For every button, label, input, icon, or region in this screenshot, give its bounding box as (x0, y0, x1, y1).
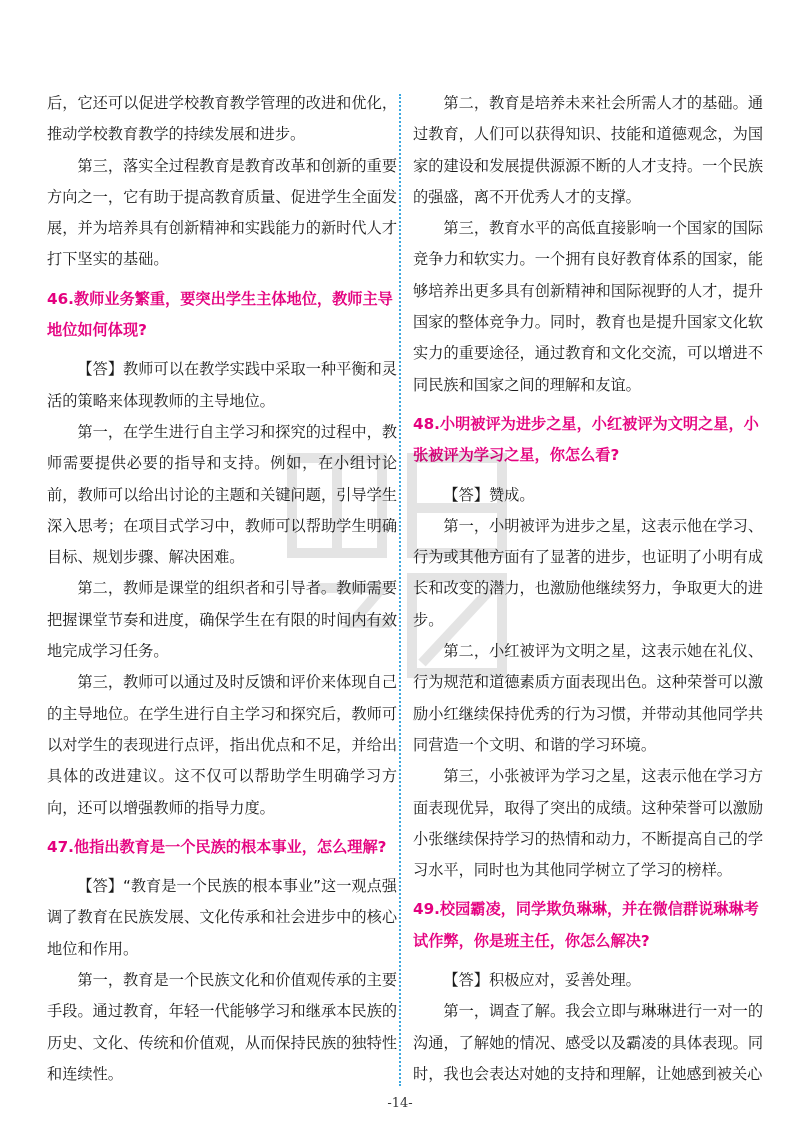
left-column (47, 88, 397, 1090)
paragraph: 第一，在学生进行自主学习和探究的过程中，教师需要提供必要的指导和支持。例如，在小组讨论前，教师可以给出讨论的主题和关键问题，引导学生深入思考；在项目式学习中，教师可以帮助学生明确目标、规划步骤、解决困难。 (47, 422, 397, 567)
paragraph: 第一，教育是一个民族文化和价值观传承的主要手段。通过教育，年轻一代能够学习和继承本民族的历史、文化、传统和价值观，从而保持民族的独特性和连续性。 (47, 971, 397, 1083)
question-heading-47: 47.他指出教育是一个民族的根本事业，怎么理解? (47, 837, 387, 856)
paragraph: 第三，落实全过程教育是教育改革和创新的重要方向之一，它有助于提高教育质量、促进学生全面发展，并为培养具有创新精神和实践能力的新时代人才打下坚实的基础。 (47, 156, 397, 269)
answer-summary: 【答】积极应对，妥善处理。 (443, 971, 641, 990)
paragraph: 后，它还可以促进学校教育教学管理的改进和优化，推动学校教育教学的持续发展和进步。 (47, 94, 397, 144)
paragraph: 第一，调查了解。我会立即与琳琳进行一对一的沟通，了解她的情况、感受以及霸凌的具体表现。同时，我也会表达对她的支持和理解，让她感到被关心 (413, 1002, 763, 1083)
paragraph: 第三，教师可以通过及时反馈和评价来体现自己的主导地位。在学生进行自主学习和探究后，教师可以对学生的表现进行点评，指出优点和不足，并给出具体的改进建议。这不仅可以帮助学生明确学习方向，还可以增强教师的指导力度。 (47, 673, 397, 817)
paragraph: 第二，小红被评为文明之星，这表示她在礼仪、行为规范和道德素质方面表现出色。这种荣誉可以激励小红继续保持优秀的行为习惯，并带动其他同学共同营造一个文明、和谐的学习环境。 (413, 642, 763, 754)
answer-summary: 【答】“教育是一个民族的根本事业”这一观点强调了教育在民族发展、文化传承和社会进步中的核心地位和作用。 (47, 877, 397, 958)
column-divider (399, 94, 401, 1086)
paragraph: 第二，教育是培养未来社会所需人才的基础。通过教育，人们可以获得知识、技能和道德观念，为国家的建设和发展提供源源不断的人才支持。一个民族的强盛，离不开优秀人才的支撑。 (413, 94, 763, 206)
right-column (413, 88, 763, 1090)
question-heading-49: 49.校园霸凌，同学欺负琳琳，并在微信群说琳琳考试作弊，你是班主任，你怎么解决? (413, 900, 759, 950)
question-heading-48: 48.小明被评为进步之星，小红被评为文明之星，小张被评为学习之星，你怎么看? (413, 414, 759, 465)
answer-summary: 【答】赞成。 (443, 485, 535, 504)
paragraph: 第三，教育水平的高低直接影响一个国家的国际竞争力和软实力。一个拥有良好教育体系的国家，能够培养出更多具有创新精神和国际视野的人才，提升国家的整体竞争力。同时，教育也是提升国家文化软实力的重要途径，通过教育和文化交流，可以增进不同民族和国家之间的理解和友谊。 (413, 219, 763, 394)
paragraph: 第一，小明被评为进步之星，这表示他在学习、行为或其他方面有了显著的进步，也证明了小明有成长和改变的潜力，也激励他继续努力，争取更大的进步。 (413, 516, 763, 629)
paragraph: 第二，教师是课堂的组织者和引导者。教师需要把握课堂节奏和进度，确保学生在有限的时间内有效地完成学习任务。 (47, 579, 397, 661)
paragraph: 第三，小张被评为学习之星，这表示他在学习方面表现优异，取得了突出的成绩。这种荣誉可以激励小张继续保持学习的热情和动力，不断提高自己的学习水平，同时也为其他同学树立了学习的榜样。 (413, 767, 763, 880)
page-number: -14- (387, 1096, 413, 1111)
question-heading-46: 46.教师业务繁重，要突出学生主体地位，教师主导地位如何体现? (47, 289, 393, 340)
answer-summary: 【答】教师可以在教学实践中采取一种平衡和灵活的策略来体现教师的主导地位。 (47, 360, 397, 410)
